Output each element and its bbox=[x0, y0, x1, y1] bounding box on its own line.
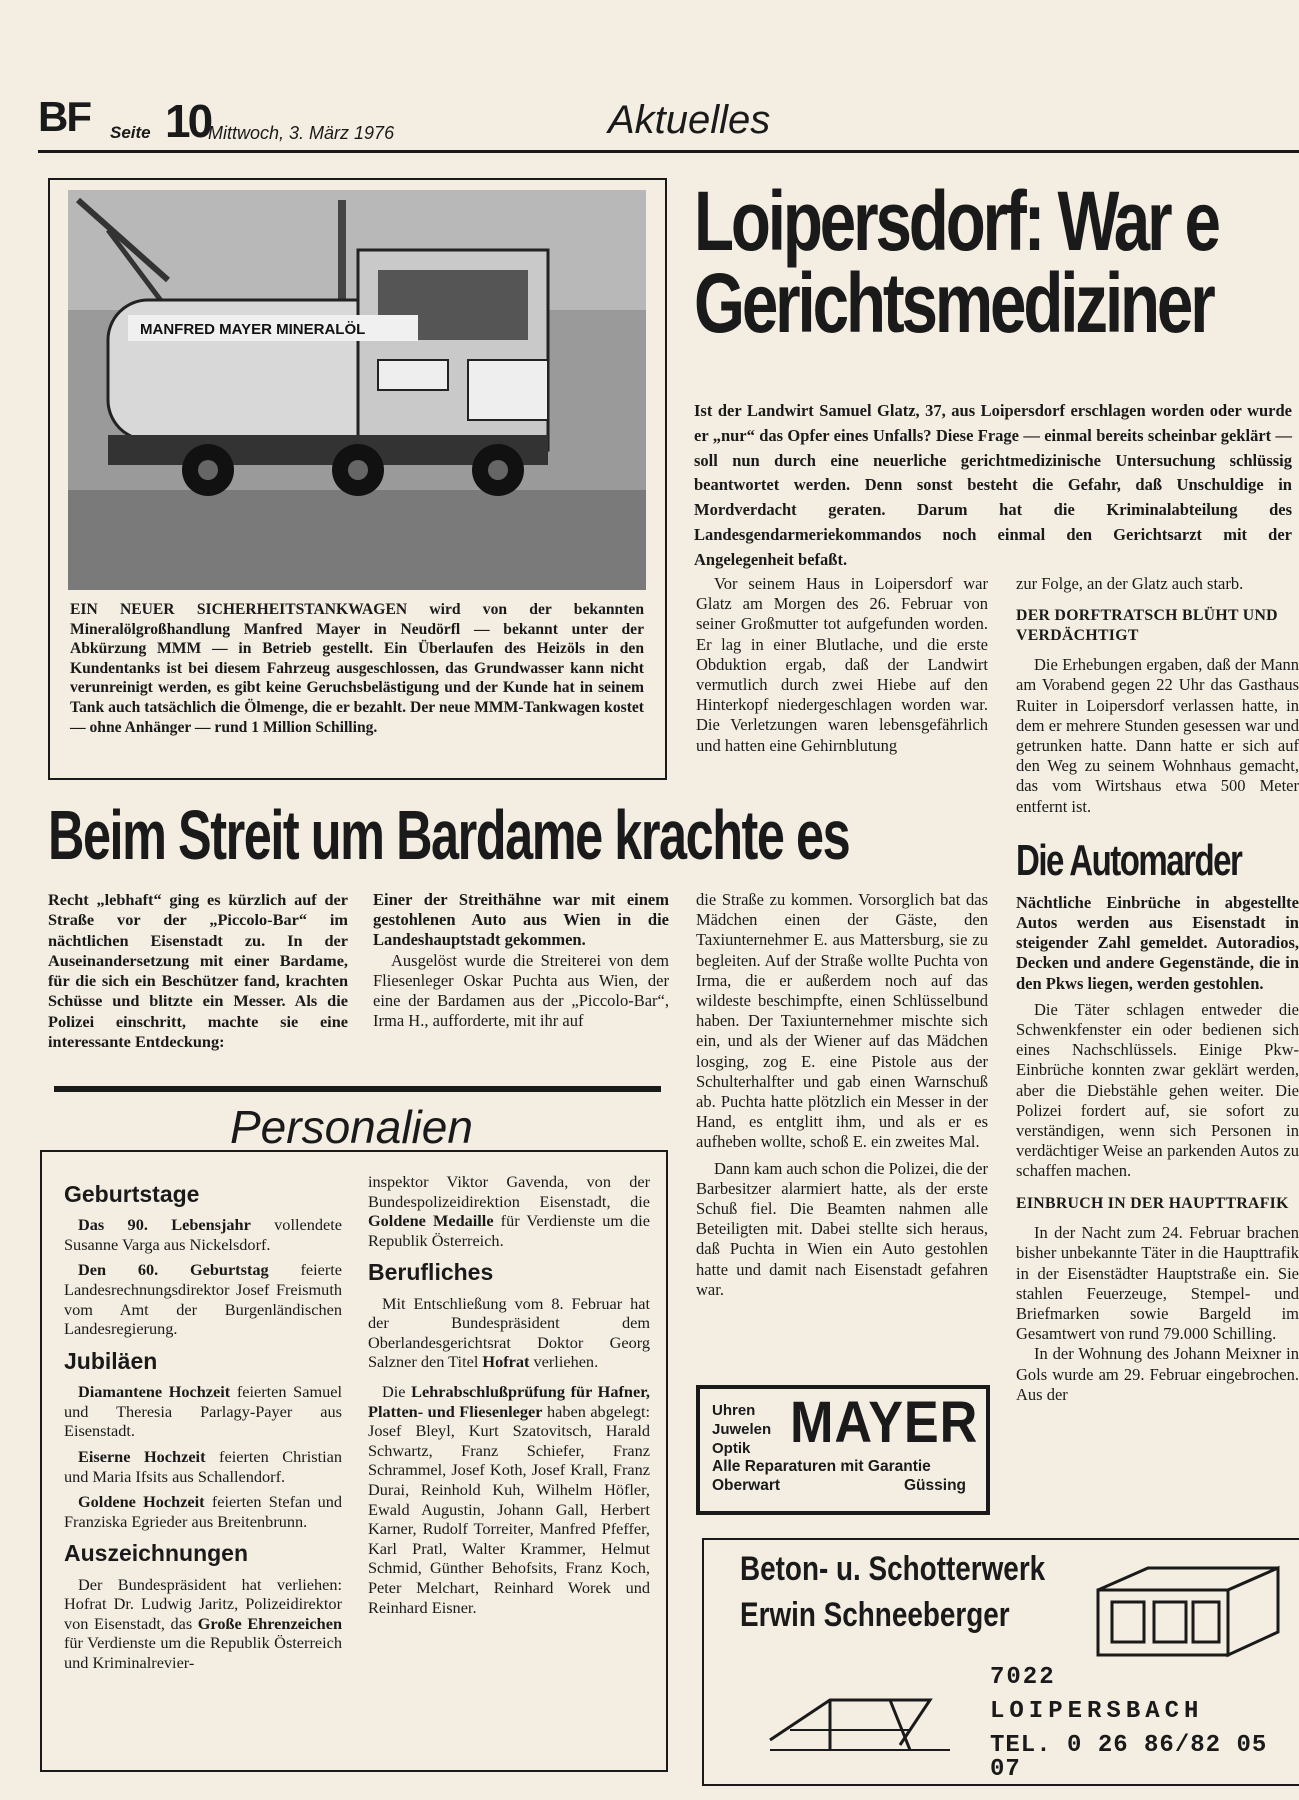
story2-column-c bbox=[696, 890, 988, 1300]
story2-headline: Beim Streit um Bardame krachte es bbox=[48, 796, 850, 874]
entry-text: vollendete Susanne Varga aus Nickelsdorf. bbox=[64, 1215, 342, 1254]
concrete-block-icon bbox=[1088, 1560, 1288, 1660]
personalien-column-1 bbox=[64, 1172, 342, 1679]
entry-text: inspektor Viktor Gavenda, von der Bundespolizeidirektion Eisenstadt, die bbox=[368, 1172, 650, 1211]
story2-paragraph: die Straße zu kommen. Vorsorglich bat das Mädchen einen der Gäste, den Taxiunternehmer E. aus Mattersburg, sie zu begleiten. Auf der Straße wollte Puchta von Irma, die er außerdem noch auf das wildeste beschimpfte, einen Schlüsselbund haben. Der Taxiunternehmer mischte sich ein, und als der Wiener auf das Mädchen losging, zog E. eine Pistole aus der Schulterhalfter und gab einen Warnschuß ab. Puchta hatte plötzlich ein Messer in der Hand, es entglitt ihm, und als er es aufheben wollte, schoß E. ein zweites Mal. bbox=[696, 890, 988, 1152]
section-title: Aktuelles bbox=[608, 98, 771, 142]
entry-bold: Das 90. Lebensjahr bbox=[78, 1215, 251, 1235]
masthead-rule bbox=[38, 150, 1299, 153]
story1-subhead: DER DORFTRATSCH BLÜHT UND VERDÄCHTIGT bbox=[1016, 607, 1278, 644]
story1-column-b bbox=[1016, 574, 1299, 1405]
personalien-title: Personalien bbox=[230, 1101, 473, 1153]
story3-paragraph: In der Wohnung des Johann Meixner in Gols wurde am 29. Februar eingebrochen. Aus der bbox=[1016, 1344, 1299, 1404]
story2-lead: Recht „lebhaft“ ging es kürzlich auf der Straße vor der „Piccolo-Bar“ im nächtlichen Eisenstadt zu. In der Auseinandersetzung mit einer Bardame, für die sich ein Beschützer fand, krachten Schüsse und blitzte ein Messer. Als die Polizei einschritt, machte sie eine interessante Entdeckung: bbox=[48, 890, 348, 1052]
story2-paragraph: Ausgelöst wurde die Streiterei von dem Fliesenleger Oskar Puchta aus Wien, der eine der Bardamen aus der „Piccolo-Bar“, Irma H., aufforderte, mit ihr auf bbox=[373, 950, 669, 1031]
entry-text: für Verdienste um die Republik Österreich. bbox=[368, 1211, 650, 1250]
ad-mayer-town1: Oberwart bbox=[712, 1477, 781, 1494]
ad-mayer-brand: MAYER bbox=[790, 1390, 979, 1455]
story3-subhead: EINBRUCH IN DER HAUPTTRAFIK bbox=[1016, 1194, 1289, 1212]
story1-paragraph: Die Erhebungen ergaben, daß der Mann am Vorabend gegen 22 Uhr das Gasthaus Ruiter in Loipersdorf verlassen hatte, in dem er mehrere Stunden gesessen war und getrunken hatte. Dann hatte er sich auf den Weg zu seinem Wohnhaus gemacht, das vom Wirtshaus etwa 500 Meter entfernt ist. bbox=[1016, 655, 1299, 816]
ad-mayer-services bbox=[712, 1401, 771, 1458]
page-label: Seite bbox=[110, 123, 151, 142]
entry-bold: Den 60. Geburtstag bbox=[78, 1260, 269, 1280]
entry-text: feierten Stefan und Franziska Egrieder aus Breitenbrunn. bbox=[64, 1492, 343, 1531]
story3-paragraph: Die Täter schlagen entweder die Schwenkfenster ein oder bedienen sich eines Nachschlüssels. Einige Pkw-Einbrüche konnten zwar geklärt werden, aber die Diebstähle gehen weiter. Die Polizei fordert auf, sie sofort zu verständigen, wenn sich Personen in verdächtiger Weise an parkenden Autos zu schaffen machen. bbox=[1016, 999, 1299, 1181]
issue-date: Mittwoch, 3. März 1976 bbox=[208, 123, 395, 143]
ad-schneeberger-place: LOIPERSBACH bbox=[990, 1698, 1204, 1725]
entry-text: feierten Christian und Maria Ifsits aus Schallendorf. bbox=[64, 1446, 343, 1486]
entry-text: Die bbox=[382, 1382, 412, 1402]
truck-lettering: MANFRED MAYER MINERALÖL bbox=[140, 321, 366, 338]
gravel-plant-icon bbox=[760, 1660, 960, 1760]
ad-schneeberger-title: Beton- u. Schotterwerk bbox=[740, 1550, 1046, 1588]
heading-geburtstage: Geburtstage bbox=[64, 1181, 200, 1207]
entry-bold: Hofrat bbox=[482, 1352, 530, 1372]
entry-text: haben abgelegt: Josef Bleyl, Kurt Szatovitsch, Harald Schwartz, Franz Schiefer, Franz Schrammel, Josef Koth, Josef Krall, Franz Durai, Reinhold Kuh, Wilhelm Höfler, Ewald Augustin, Johann Gall, Herbert Karner, Rudolf Torreiter, Manfred Pfeffer, Karl Pratl, Walter Krammer, Helmut Schmid, Günther Behofsits, Franz Koch, Peter Melchart, Reinhard Worek und Reinhard Eisner. bbox=[368, 1401, 651, 1617]
story2-paragraph: Dann kam auch schon die Polizei, die der Barbesitzer alarmiert hatte, als der erste Schuß fiel. Die Beamten nahmen alle Beteiligten mit. Dabei stellte sich heraus, daß Puchta in Wien ein Auto gestohlen hatte und damit nach Eisenstadt gefahren war. bbox=[696, 1158, 988, 1299]
ad-schneeberger-postcode: 7022 bbox=[990, 1664, 1056, 1691]
personalien-rule bbox=[54, 1086, 661, 1092]
entry-text: Der Bundespräsident hat verliehen: Hofrat Dr. Ludwig Jaritz, Polizeidirektor von Eisenstadt, das bbox=[64, 1574, 342, 1633]
heading-berufliches: Berufliches bbox=[368, 1259, 494, 1286]
entry-bold: Große Ehrenzeichen bbox=[197, 1613, 342, 1633]
ad-schneeberger-name: Erwin Schneeberger bbox=[740, 1596, 1010, 1634]
entry-bold: Lehrabschlußprüfung für Hafner, Platten- und Fliesenleger bbox=[368, 1382, 650, 1421]
story1-paragraph: zur Folge, an der Glatz auch starb. bbox=[1016, 574, 1244, 593]
story2-bold-paragraph: Einer der Streithähne war mit einem gestohlenen Auto aus Wien in die Landeshauptstadt gekommen. bbox=[373, 890, 669, 950]
entry-bold: Goldene Medaille bbox=[368, 1211, 494, 1231]
page-number: 10 bbox=[165, 95, 211, 147]
story3-paragraph: In der Nacht zum 24. Februar brachen bisher unbekannte Täter in die Haupttrafik in der Eisenstädter Hauptstraße ein. Sie stahlen Feuerzeuge, Stempel- und Briefmarken sowie Bargeld im Gesamtwert von rund 79.000 Schilling. bbox=[1016, 1223, 1299, 1344]
heading-jubilaeen: Jubiläen bbox=[64, 1347, 158, 1374]
entry-text: verliehen. bbox=[529, 1352, 599, 1372]
entry-text: feierte Landesrechnungsdirektor Josef Freismuth vom Amt der Burgenländischen Landesregierung. bbox=[64, 1260, 343, 1339]
photo-caption: EIN NEUER SICHERHEITSTANKWAGEN wird von der bekannten Mineralölgroßhandlung Manfred Mayer in Neudörfl — bekannt unter der Abkürzung MMM — in Betrieb gestellt. Ein Überlaufen des Heizöls in den Kundentanks ist bei diesem Fahrzeug ausgeschlossen, das Grundwasser kann nicht verunreinigt werden, es gibt keine Geruchsbelästigung und der Kunde hat in seinem Tank auch tatsächlich die Ölmenge, die er bezahlt. Der neue MMM-Tankwagen kostet — ohne Anhänger — rund 1 Million Schilling. bbox=[70, 601, 644, 736]
story1-headline-line1: Loipersdorf: War e bbox=[694, 174, 1218, 268]
ad-mayer-line: Juwelen bbox=[712, 1421, 772, 1438]
entry-text: feierten Samuel und Theresia Parlagy-Payer aus Eisenstadt. bbox=[64, 1382, 342, 1441]
heading-auszeichnungen: Auszeichnungen bbox=[64, 1540, 249, 1567]
entry-bold: Diamantene Hochzeit bbox=[78, 1382, 231, 1402]
ad-schneeberger-phone: TEL. 0 26 86/82 05 07 bbox=[990, 1732, 1268, 1783]
ad-mayer-line: Uhren bbox=[712, 1402, 756, 1419]
ad-mayer-repairs: Alle Reparaturen mit Garantie bbox=[712, 1458, 931, 1475]
entry-bold: Goldene Hochzeit bbox=[78, 1492, 205, 1512]
entry-text: für Verdienste um die Republik Österreich und Kriminalrevier- bbox=[64, 1633, 342, 1672]
ad-mayer-town2: Güssing bbox=[904, 1477, 967, 1494]
story1-paragraph: Vor seinem Haus in Loipersdorf war Glatz am Morgen des 26. Februar von seiner Großmutter tot aufgefunden worden. Er lag in einer Blutlache, und die erste Obduktion ergab, daß der Landwirt vermutlich durch zwei Hiebe auf den Hinterkopf niedergeschlagen worden war. Die Verletzungen waren lebensgefährlich und hatten eine Gehirnblutung bbox=[696, 574, 988, 755]
ad-mayer-line: Optik bbox=[712, 1440, 751, 1457]
story3-lead: Nächtliche Einbrüche in abgestellte Autos werden aus Eisenstadt in steigender Zahl gemeldet. Autoradios, Decken und andere Gegenstände, die in den Pkws liegen, werden gestohlen. bbox=[1016, 892, 1299, 993]
truck-photo bbox=[68, 190, 646, 590]
story1-headline-line2: Gerichtsmediziner bbox=[694, 256, 1213, 351]
personalien-column-2 bbox=[368, 1172, 650, 1623]
entry-bold: Eiserne Hochzeit bbox=[78, 1446, 206, 1466]
story1-column-a bbox=[696, 574, 988, 756]
masthead-logo: BF bbox=[38, 93, 90, 140]
story2-column-b bbox=[373, 890, 669, 1031]
story1-headline bbox=[694, 174, 1218, 351]
entry-text: Mit Entschließung vom 8. Februar hat der Bundespräsident dem Oberlandesgerichtsrat Doktor Georg Salzner den Titel bbox=[368, 1293, 650, 1372]
tanker-truck-image bbox=[68, 190, 646, 590]
story3-headline: Die Automarder bbox=[1016, 835, 1242, 885]
story1-lead: Ist der Landwirt Samuel Glatz, 37, aus Loipersdorf erschlagen worden oder wurde er „nur“ das Opfer eines Unfalls? Diese Frage — einmal bereits scheinbar geklärt — soll nun durch eine neuerliche gerichtmedizinische Untersuchung schlüssig beantwortet werden. Denn sonst besteht die Gefahr, daß Unschuldige in Mordverdacht geraten. Darum hat die Kriminalabteilung des Landesgendarmeriekommandos noch einmal den Gerichtsarzt mit der Angelegenheit befaßt. bbox=[694, 401, 1292, 569]
